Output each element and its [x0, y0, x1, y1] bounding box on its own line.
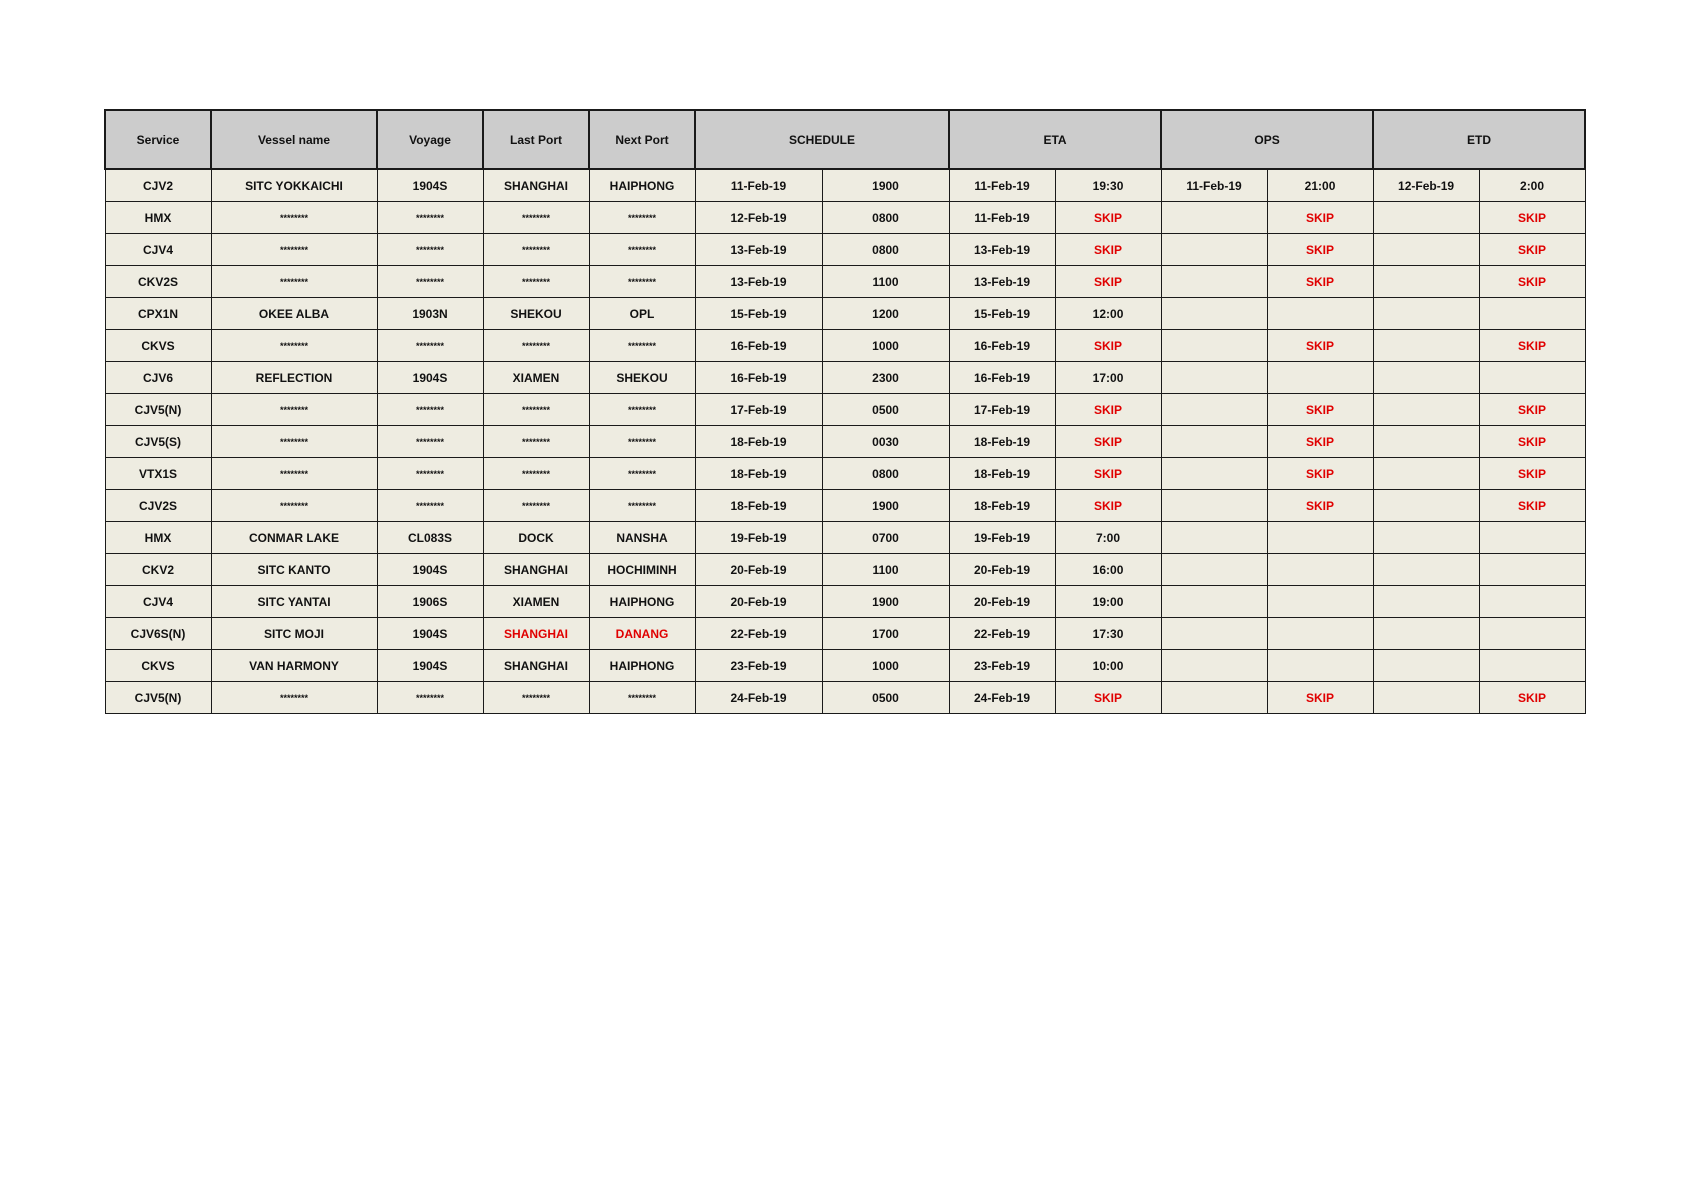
- cell-etd-time: SKIP: [1479, 490, 1585, 522]
- cell-voyage: ********: [377, 202, 483, 234]
- cell-next-port: SHEKOU: [589, 362, 695, 394]
- cell-service: HMX: [105, 522, 211, 554]
- cell-service: CKVS: [105, 330, 211, 362]
- cell-ops-time: [1267, 298, 1373, 330]
- header-row: [105, 110, 1585, 169]
- cell-etd-date: [1373, 266, 1479, 298]
- table-row: [105, 362, 1585, 394]
- cell-sched-time: 1100: [822, 266, 949, 298]
- cell-sched-date: 17-Feb-19: [695, 394, 822, 426]
- cell-sched-time: 0800: [822, 202, 949, 234]
- cell-next-port: ********: [589, 330, 695, 362]
- header-ops: OPS: [1161, 110, 1373, 169]
- cell-sched-time: 0500: [822, 682, 949, 714]
- cell-etd-date: [1373, 650, 1479, 682]
- cell-vessel: ********: [211, 682, 377, 714]
- cell-ops-date: [1161, 490, 1267, 522]
- cell-service: CJV6S(N): [105, 618, 211, 650]
- cell-eta-time: SKIP: [1055, 426, 1161, 458]
- cell-sched-time: 0700: [822, 522, 949, 554]
- cell-ops-date: [1161, 650, 1267, 682]
- cell-etd-date: [1373, 682, 1479, 714]
- cell-sched-date: 20-Feb-19: [695, 586, 822, 618]
- cell-next-port: ********: [589, 394, 695, 426]
- table-row: [105, 554, 1585, 586]
- cell-sched-date: 18-Feb-19: [695, 490, 822, 522]
- cell-voyage: ********: [377, 330, 483, 362]
- cell-eta-time: 10:00: [1055, 650, 1161, 682]
- cell-etd-date: [1373, 426, 1479, 458]
- cell-eta-date: 18-Feb-19: [949, 490, 1055, 522]
- cell-sched-time: 1700: [822, 618, 949, 650]
- cell-sched-time: 0800: [822, 234, 949, 266]
- cell-vessel: CONMAR LAKE: [211, 522, 377, 554]
- header-eta: ETA: [949, 110, 1161, 169]
- cell-last-port: SHANGHAI: [483, 650, 589, 682]
- cell-next-port: ********: [589, 490, 695, 522]
- cell-next-port: OPL: [589, 298, 695, 330]
- cell-voyage: 1904S: [377, 618, 483, 650]
- cell-next-port: ********: [589, 266, 695, 298]
- cell-eta-time: SKIP: [1055, 266, 1161, 298]
- cell-next-port: HAIPHONG: [589, 650, 695, 682]
- cell-eta-time: 12:00: [1055, 298, 1161, 330]
- cell-etd-date: [1373, 490, 1479, 522]
- cell-sched-date: 22-Feb-19: [695, 618, 822, 650]
- cell-ops-time: [1267, 362, 1373, 394]
- table-row: [105, 426, 1585, 458]
- table-row: [105, 169, 1585, 202]
- cell-ops-date: [1161, 362, 1267, 394]
- cell-sched-date: 20-Feb-19: [695, 554, 822, 586]
- cell-vessel: SITC KANTO: [211, 554, 377, 586]
- cell-ops-date: 11-Feb-19: [1161, 169, 1267, 202]
- cell-sched-time: 0800: [822, 458, 949, 490]
- table-row: [105, 586, 1585, 618]
- cell-eta-date: 15-Feb-19: [949, 298, 1055, 330]
- cell-etd-time: [1479, 554, 1585, 586]
- cell-last-port: ********: [483, 394, 589, 426]
- cell-sched-date: 15-Feb-19: [695, 298, 822, 330]
- cell-eta-date: 22-Feb-19: [949, 618, 1055, 650]
- cell-eta-date: 20-Feb-19: [949, 554, 1055, 586]
- header-last-port: Last Port: [483, 110, 589, 169]
- cell-last-port: SHANGHAI: [483, 169, 589, 202]
- cell-sched-time: 1900: [822, 490, 949, 522]
- table-row: [105, 234, 1585, 266]
- cell-eta-time: SKIP: [1055, 234, 1161, 266]
- cell-next-port: HOCHIMINH: [589, 554, 695, 586]
- cell-eta-date: 16-Feb-19: [949, 330, 1055, 362]
- cell-service: HMX: [105, 202, 211, 234]
- cell-voyage: ********: [377, 490, 483, 522]
- cell-voyage: ********: [377, 682, 483, 714]
- cell-next-port: ********: [589, 202, 695, 234]
- table-row: [105, 298, 1585, 330]
- cell-service: CJV4: [105, 234, 211, 266]
- cell-next-port: NANSHA: [589, 522, 695, 554]
- cell-etd-time: [1479, 298, 1585, 330]
- cell-sched-date: 23-Feb-19: [695, 650, 822, 682]
- table-row: [105, 202, 1585, 234]
- table-body: [105, 169, 1585, 714]
- header-service: Service: [105, 110, 211, 169]
- table-row: [105, 682, 1585, 714]
- cell-eta-date: 11-Feb-19: [949, 202, 1055, 234]
- cell-vessel: ********: [211, 458, 377, 490]
- cell-ops-time: [1267, 522, 1373, 554]
- cell-voyage: 1906S: [377, 586, 483, 618]
- cell-etd-date: [1373, 586, 1479, 618]
- cell-vessel: VAN HARMONY: [211, 650, 377, 682]
- cell-service: CPX1N: [105, 298, 211, 330]
- header-schedule: SCHEDULE: [695, 110, 949, 169]
- cell-sched-time: 1100: [822, 554, 949, 586]
- cell-service: CJV2: [105, 169, 211, 202]
- cell-sched-time: 1000: [822, 650, 949, 682]
- cell-eta-date: 16-Feb-19: [949, 362, 1055, 394]
- cell-service: CJV5(N): [105, 682, 211, 714]
- cell-ops-date: [1161, 458, 1267, 490]
- cell-eta-time: SKIP: [1055, 490, 1161, 522]
- cell-last-port: ********: [483, 266, 589, 298]
- cell-ops-date: [1161, 266, 1267, 298]
- cell-service: VTX1S: [105, 458, 211, 490]
- cell-vessel: OKEE ALBA: [211, 298, 377, 330]
- cell-eta-time: 19:00: [1055, 586, 1161, 618]
- cell-vessel: SITC YOKKAICHI: [211, 169, 377, 202]
- cell-etd-time: [1479, 522, 1585, 554]
- cell-sched-time: 1200: [822, 298, 949, 330]
- cell-last-port: ********: [483, 458, 589, 490]
- cell-sched-date: 24-Feb-19: [695, 682, 822, 714]
- cell-etd-date: [1373, 618, 1479, 650]
- cell-next-port: DANANG: [589, 618, 695, 650]
- table-row: [105, 490, 1585, 522]
- cell-voyage: ********: [377, 234, 483, 266]
- cell-eta-time: 17:00: [1055, 362, 1161, 394]
- cell-vessel: ********: [211, 202, 377, 234]
- cell-sched-date: 13-Feb-19: [695, 266, 822, 298]
- cell-eta-date: 20-Feb-19: [949, 586, 1055, 618]
- cell-ops-date: [1161, 394, 1267, 426]
- cell-vessel: ********: [211, 234, 377, 266]
- cell-sched-date: 13-Feb-19: [695, 234, 822, 266]
- cell-vessel: SITC YANTAI: [211, 586, 377, 618]
- cell-last-port: ********: [483, 682, 589, 714]
- cell-sched-date: 16-Feb-19: [695, 362, 822, 394]
- cell-etd-time: [1479, 618, 1585, 650]
- cell-etd-date: [1373, 362, 1479, 394]
- cell-eta-date: 23-Feb-19: [949, 650, 1055, 682]
- table-row: [105, 394, 1585, 426]
- cell-ops-time: SKIP: [1267, 394, 1373, 426]
- cell-eta-time: SKIP: [1055, 458, 1161, 490]
- cell-next-port: HAIPHONG: [589, 169, 695, 202]
- cell-eta-date: 13-Feb-19: [949, 266, 1055, 298]
- cell-etd-date: [1373, 234, 1479, 266]
- cell-sched-date: 11-Feb-19: [695, 169, 822, 202]
- cell-voyage: ********: [377, 266, 483, 298]
- cell-etd-date: [1373, 522, 1479, 554]
- cell-etd-date: [1373, 458, 1479, 490]
- cell-sched-date: 18-Feb-19: [695, 426, 822, 458]
- cell-ops-date: [1161, 586, 1267, 618]
- table-row: [105, 266, 1585, 298]
- table-row: [105, 522, 1585, 554]
- cell-last-port: ********: [483, 490, 589, 522]
- header-vessel-name: Vessel name: [211, 110, 377, 169]
- cell-ops-date: [1161, 330, 1267, 362]
- cell-next-port: ********: [589, 426, 695, 458]
- cell-ops-date: [1161, 522, 1267, 554]
- cell-ops-time: SKIP: [1267, 426, 1373, 458]
- cell-ops-time: SKIP: [1267, 234, 1373, 266]
- cell-voyage: 1903N: [377, 298, 483, 330]
- cell-ops-date: [1161, 426, 1267, 458]
- cell-etd-time: [1479, 586, 1585, 618]
- cell-ops-time: SKIP: [1267, 682, 1373, 714]
- cell-vessel: ********: [211, 266, 377, 298]
- cell-last-port: SHEKOU: [483, 298, 589, 330]
- cell-service: CKV2S: [105, 266, 211, 298]
- cell-etd-time: 2:00: [1479, 169, 1585, 202]
- cell-etd-date: [1373, 394, 1479, 426]
- cell-sched-date: 19-Feb-19: [695, 522, 822, 554]
- cell-ops-date: [1161, 202, 1267, 234]
- cell-service: CJV6: [105, 362, 211, 394]
- cell-etd-date: 12-Feb-19: [1373, 169, 1479, 202]
- cell-next-port: ********: [589, 458, 695, 490]
- cell-vessel: ********: [211, 490, 377, 522]
- vessel-schedule-table: [104, 109, 1586, 714]
- cell-etd-date: [1373, 330, 1479, 362]
- cell-service: CKVS: [105, 650, 211, 682]
- cell-last-port: ********: [483, 234, 589, 266]
- cell-last-port: XIAMEN: [483, 586, 589, 618]
- cell-etd-time: [1479, 362, 1585, 394]
- cell-ops-time: [1267, 650, 1373, 682]
- cell-etd-time: SKIP: [1479, 266, 1585, 298]
- cell-voyage: 1904S: [377, 650, 483, 682]
- header-voyage: Voyage: [377, 110, 483, 169]
- cell-vessel: ********: [211, 394, 377, 426]
- cell-service: CJV5(N): [105, 394, 211, 426]
- cell-sched-time: 2300: [822, 362, 949, 394]
- cell-ops-date: [1161, 682, 1267, 714]
- cell-sched-time: 0500: [822, 394, 949, 426]
- cell-next-port: ********: [589, 682, 695, 714]
- cell-last-port: SHANGHAI: [483, 554, 589, 586]
- cell-eta-date: 13-Feb-19: [949, 234, 1055, 266]
- cell-eta-date: 17-Feb-19: [949, 394, 1055, 426]
- cell-eta-time: 7:00: [1055, 522, 1161, 554]
- cell-eta-time: SKIP: [1055, 394, 1161, 426]
- cell-sched-date: 16-Feb-19: [695, 330, 822, 362]
- cell-last-port: ********: [483, 330, 589, 362]
- cell-voyage: ********: [377, 426, 483, 458]
- cell-etd-date: [1373, 554, 1479, 586]
- cell-ops-date: [1161, 234, 1267, 266]
- cell-next-port: ********: [589, 234, 695, 266]
- cell-last-port: DOCK: [483, 522, 589, 554]
- cell-last-port: ********: [483, 202, 589, 234]
- cell-ops-date: [1161, 298, 1267, 330]
- table-row: [105, 458, 1585, 490]
- cell-etd-time: SKIP: [1479, 458, 1585, 490]
- cell-etd-date: [1373, 298, 1479, 330]
- cell-sched-time: 1000: [822, 330, 949, 362]
- cell-ops-time: SKIP: [1267, 266, 1373, 298]
- cell-vessel: ********: [211, 330, 377, 362]
- cell-ops-time: SKIP: [1267, 330, 1373, 362]
- cell-ops-time: 21:00: [1267, 169, 1373, 202]
- cell-sched-date: 12-Feb-19: [695, 202, 822, 234]
- cell-voyage: CL083S: [377, 522, 483, 554]
- cell-ops-time: SKIP: [1267, 202, 1373, 234]
- cell-eta-date: 18-Feb-19: [949, 458, 1055, 490]
- cell-eta-time: SKIP: [1055, 682, 1161, 714]
- cell-voyage: 1904S: [377, 362, 483, 394]
- cell-service: CJV4: [105, 586, 211, 618]
- cell-ops-time: [1267, 618, 1373, 650]
- cell-etd-time: SKIP: [1479, 426, 1585, 458]
- cell-last-port: SHANGHAI: [483, 618, 589, 650]
- cell-eta-date: 11-Feb-19: [949, 169, 1055, 202]
- cell-service: CKV2: [105, 554, 211, 586]
- cell-voyage: 1904S: [377, 169, 483, 202]
- cell-vessel: SITC MOJI: [211, 618, 377, 650]
- cell-voyage: ********: [377, 458, 483, 490]
- cell-sched-time: 0030: [822, 426, 949, 458]
- cell-sched-time: 1900: [822, 169, 949, 202]
- cell-vessel: REFLECTION: [211, 362, 377, 394]
- header-next-port: Next Port: [589, 110, 695, 169]
- cell-ops-time: [1267, 554, 1373, 586]
- cell-ops-time: SKIP: [1267, 490, 1373, 522]
- cell-etd-time: [1479, 650, 1585, 682]
- cell-etd-time: SKIP: [1479, 330, 1585, 362]
- cell-next-port: HAIPHONG: [589, 586, 695, 618]
- cell-ops-time: [1267, 586, 1373, 618]
- cell-ops-date: [1161, 618, 1267, 650]
- cell-etd-date: [1373, 202, 1479, 234]
- cell-sched-time: 1900: [822, 586, 949, 618]
- cell-eta-time: 17:30: [1055, 618, 1161, 650]
- table-row: [105, 618, 1585, 650]
- table-row: [105, 650, 1585, 682]
- cell-eta-date: 19-Feb-19: [949, 522, 1055, 554]
- cell-etd-time: SKIP: [1479, 202, 1585, 234]
- cell-ops-time: SKIP: [1267, 458, 1373, 490]
- cell-sched-date: 18-Feb-19: [695, 458, 822, 490]
- cell-last-port: ********: [483, 426, 589, 458]
- cell-service: CJV5(S): [105, 426, 211, 458]
- cell-eta-time: SKIP: [1055, 202, 1161, 234]
- cell-service: CJV2S: [105, 490, 211, 522]
- cell-voyage: ********: [377, 394, 483, 426]
- cell-eta-time: SKIP: [1055, 330, 1161, 362]
- cell-eta-time: 19:30: [1055, 169, 1161, 202]
- cell-vessel: ********: [211, 426, 377, 458]
- cell-eta-date: 24-Feb-19: [949, 682, 1055, 714]
- header-etd: ETD: [1373, 110, 1585, 169]
- cell-etd-time: SKIP: [1479, 682, 1585, 714]
- cell-eta-time: 16:00: [1055, 554, 1161, 586]
- cell-etd-time: SKIP: [1479, 394, 1585, 426]
- cell-ops-date: [1161, 554, 1267, 586]
- cell-eta-date: 18-Feb-19: [949, 426, 1055, 458]
- table-row: [105, 330, 1585, 362]
- cell-voyage: 1904S: [377, 554, 483, 586]
- cell-last-port: XIAMEN: [483, 362, 589, 394]
- cell-etd-time: SKIP: [1479, 234, 1585, 266]
